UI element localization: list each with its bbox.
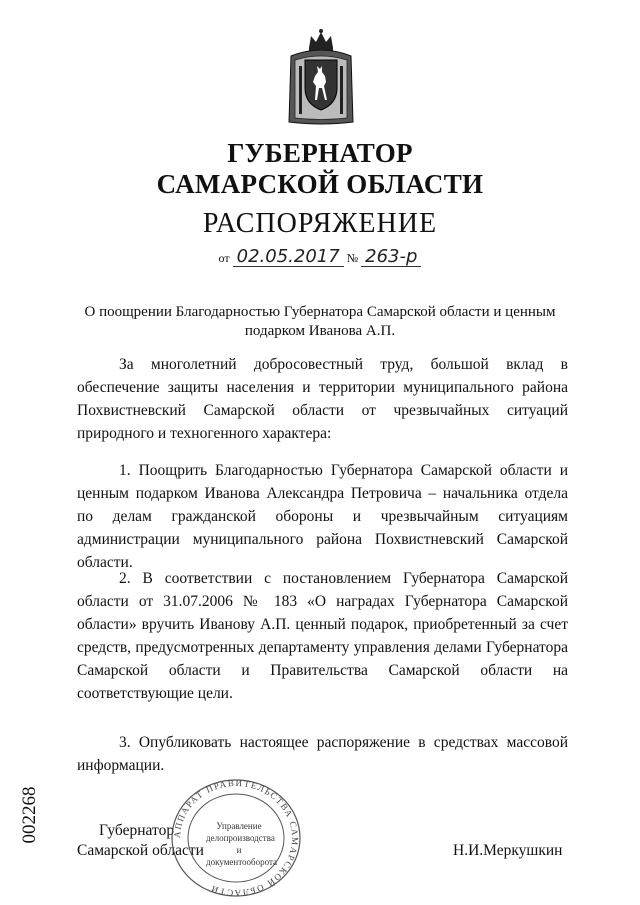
signatory-name: Н.И.Меркушкин [453, 842, 563, 859]
body-item-1: 1. Поощрить Благодарностью Губернатора Самарской области и ценным подарком Иванова Александра Петровича – начальника отдела по делам гражданской обороны и чрезвычайным ситуациям администрации муниципального района Похвистневский Самарской области. [77, 462, 568, 571]
date-prefix: от [218, 251, 230, 265]
number-prefix: № [346, 251, 359, 265]
office-stamp [168, 778, 304, 898]
document-type: РАСПОРЯЖЕНИЕ [202, 208, 438, 239]
body-intro: За многолетний добросовестный труд, большой вклад в обеспечение защиты населения и территории муниципального района Похвистневский Самарской области от чрезвычайных ситуаций природного и техногенного характера: [77, 356, 568, 442]
signatory-title-line1: Губернатор [99, 822, 175, 839]
stamp-line2: делопроизводства [206, 833, 275, 843]
registration-number: 002268 [19, 786, 40, 844]
org-title-line2: САМАРСКОЙ ОБЛАСТИ [156, 169, 484, 199]
number-value: 263-р [361, 248, 421, 267]
body-item-2: 2. В соответствии с постановлением Губернатора Самарской области от 31.07.2006 № 183 «О наградах Губернатора Самарской области» вручить Иванову А.П. ценный подарок, приобретенный за счет средств, предусмотренных департаменту управления делами Губернатора Самарской области и Правительства Самарской области на соответствующие цели. [77, 570, 568, 702]
stamp-line1: Управление [216, 821, 262, 831]
document-subject: О поощрении Благодарностью Губернатора Самарской области и ценным подарком Иванова А.П. [84, 304, 556, 339]
date-number-line [0, 248, 640, 268]
coat-of-arms-emblem [285, 26, 357, 126]
body-item-3: 3. Опубликовать настоящее распоряжение в средствах массовой информации. [77, 734, 568, 774]
date-value: 02.05.2017 [233, 248, 344, 267]
signatory-title-line2: Самарской области [77, 842, 204, 859]
org-title-line1: ГУБЕРНАТОР [227, 138, 413, 168]
stamp-line3: и документооборота [206, 845, 278, 867]
stamp-ring-text: АППАРАТ ПРАВИТЕЛЬСТВА САМАРСКОЙ ОБЛАСТИ [171, 778, 301, 898]
